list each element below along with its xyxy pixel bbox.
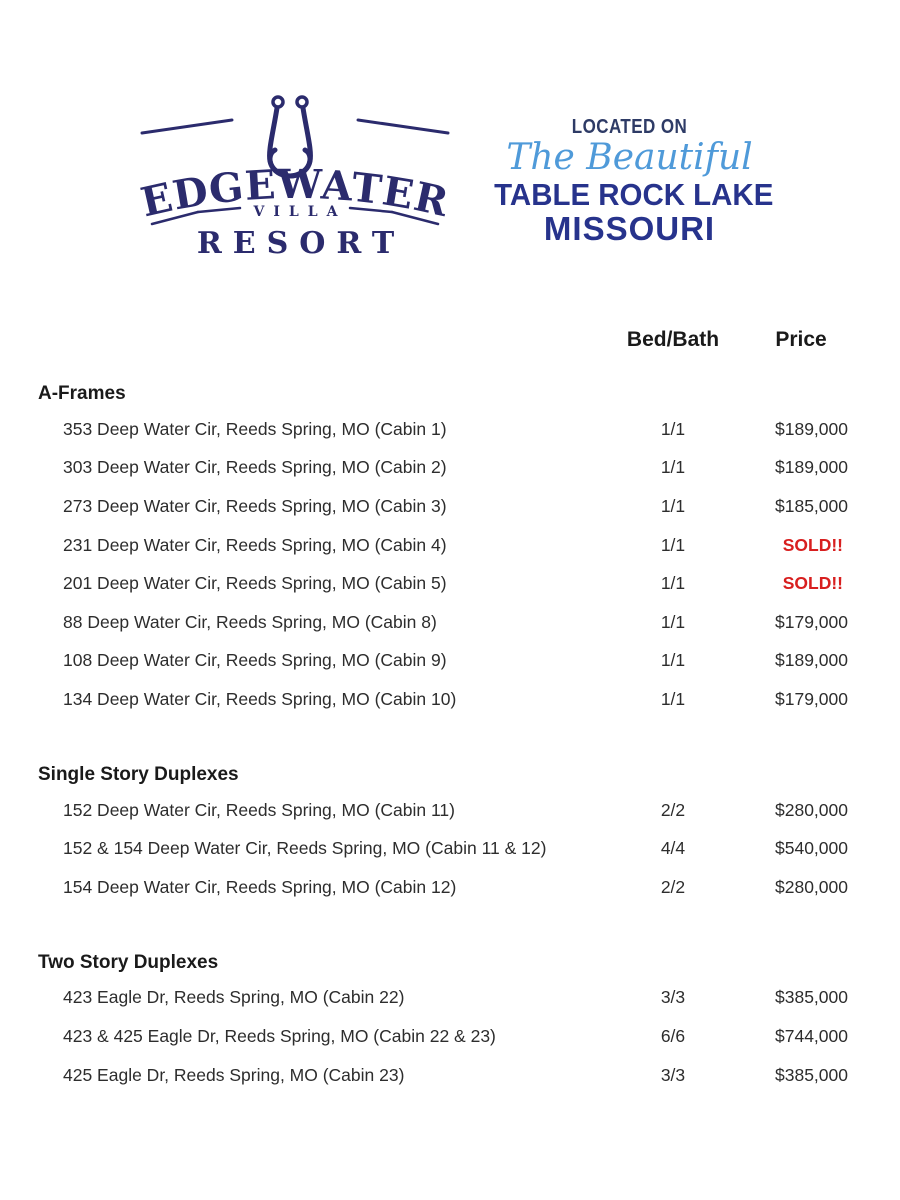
bed-bath-value: 1/1 <box>660 688 686 709</box>
bed-bath-value: 2/2 <box>660 876 686 897</box>
section-rows-a-frames <box>38 410 848 719</box>
table-row <box>38 449 848 488</box>
price-cell: SOLD!! <box>782 534 843 555</box>
property-address: 231 Deep Water Cir, Reeds Spring, MO (Cabin 4) <box>63 534 447 555</box>
bed-bath-value: 1/1 <box>660 418 686 439</box>
edgewater-logo-graphic <box>140 93 450 268</box>
table-row <box>38 642 848 681</box>
bed-bath-value: 1/1 <box>660 495 686 516</box>
price-list <box>38 326 848 1094</box>
table-row <box>38 410 848 449</box>
bed-bath-value: 1/1 <box>660 573 686 594</box>
property-address: 154 Deep Water Cir, Reeds Spring, MO (Cabin 12) <box>63 876 457 897</box>
the-beautiful-text: The Beautiful <box>506 137 753 178</box>
header-logos <box>0 0 900 273</box>
property-address: 152 Deep Water Cir, Reeds Spring, MO (Cabin 11) <box>63 799 455 820</box>
property-address: 423 & 425 Eagle Dr, Reeds Spring, MO (Cabin 22 & 23) <box>63 1025 496 1046</box>
price-cell: $280,000 <box>775 876 848 897</box>
price-cell: $385,000 <box>775 987 848 1008</box>
bed-bath-value: 1/1 <box>660 534 686 555</box>
located-on-text: LOCATED ON <box>571 116 688 138</box>
address-column-spacer <box>38 326 608 354</box>
table-row <box>38 1056 848 1095</box>
missouri-text: MISSOURI <box>543 209 716 247</box>
price-cell: $189,000 <box>775 650 848 671</box>
price-cell: $540,000 <box>775 838 848 859</box>
section-rows-two-story-duplexes <box>38 979 848 1095</box>
section-title-a-frames: A-Frames <box>38 383 126 404</box>
logo-villa-text: VILLA <box>253 204 347 220</box>
bed-bath-value: 3/3 <box>660 987 686 1008</box>
bed-bath-value: 1/1 <box>660 457 686 478</box>
table-row <box>38 564 848 603</box>
price-cell: $179,000 <box>775 611 848 632</box>
property-address: 423 Eagle Dr, Reeds Spring, MO (Cabin 22) <box>63 987 405 1008</box>
table-row <box>38 979 848 1018</box>
logo-resort-text: RESORT <box>196 226 406 261</box>
bed-bath-value: 1/1 <box>660 650 686 671</box>
property-address: 273 Deep Water Cir, Reeds Spring, MO (Cabin 3) <box>63 495 447 516</box>
price-cell: $744,000 <box>775 1025 848 1046</box>
section-rows-single-story-duplexes <box>38 791 848 907</box>
bed-bath-value: 3/3 <box>660 1064 686 1085</box>
price-cell: $189,000 <box>775 418 848 439</box>
section-title-two-story-duplexes: Two Story Duplexes <box>38 951 219 973</box>
price-cell: $185,000 <box>775 495 848 516</box>
price-cell: $385,000 <box>775 1064 848 1085</box>
table-row <box>38 791 848 830</box>
property-address: 88 Deep Water Cir, Reeds Spring, MO (Cabin 8) <box>63 611 437 632</box>
property-address: 152 & 154 Deep Water Cir, Reeds Spring, MO (Cabin 11 & 12) <box>63 838 547 859</box>
price-cell: $179,000 <box>775 688 848 709</box>
bed-bath-value: 2/2 <box>660 799 686 820</box>
table-row <box>38 868 848 907</box>
property-address: 201 Deep Water Cir, Reeds Spring, MO (Cabin 5) <box>63 573 447 594</box>
edgewater-logo <box>140 93 450 273</box>
price-column-header: Price <box>775 328 827 351</box>
property-address: 108 Deep Water Cir, Reeds Spring, MO (Cabin 9) <box>63 650 447 671</box>
property-address: 353 Deep Water Cir, Reeds Spring, MO (Cabin 1) <box>63 418 447 439</box>
price-cell: SOLD!! <box>782 573 843 594</box>
table-row <box>38 487 848 526</box>
section-title-single-story-duplexes: Single Story Duplexes <box>38 763 239 785</box>
table-rock-lake-logo <box>487 93 772 273</box>
table-row <box>38 829 848 868</box>
property-address: 303 Deep Water Cir, Reeds Spring, MO (Cabin 2) <box>63 457 447 478</box>
bed-bath-column-header: Bed/Bath <box>626 328 720 351</box>
table-rock-lake-text: TABLE ROCK LAKE <box>494 177 774 212</box>
property-address: 425 Eagle Dr, Reeds Spring, MO (Cabin 23) <box>63 1064 405 1085</box>
table-row <box>38 1017 848 1056</box>
price-cell: $280,000 <box>775 799 848 820</box>
bed-bath-value: 4/4 <box>660 838 686 859</box>
bed-bath-value: 6/6 <box>660 1025 686 1046</box>
table-row <box>38 680 848 719</box>
price-cell: $189,000 <box>775 457 848 478</box>
table-row <box>38 526 848 565</box>
table-row <box>38 603 848 642</box>
column-headers <box>38 326 848 354</box>
bed-bath-value: 1/1 <box>660 611 686 632</box>
property-address: 134 Deep Water Cir, Reeds Spring, MO (Cabin 10) <box>63 688 457 709</box>
logo-name-text: EDGEWATER <box>140 160 450 227</box>
